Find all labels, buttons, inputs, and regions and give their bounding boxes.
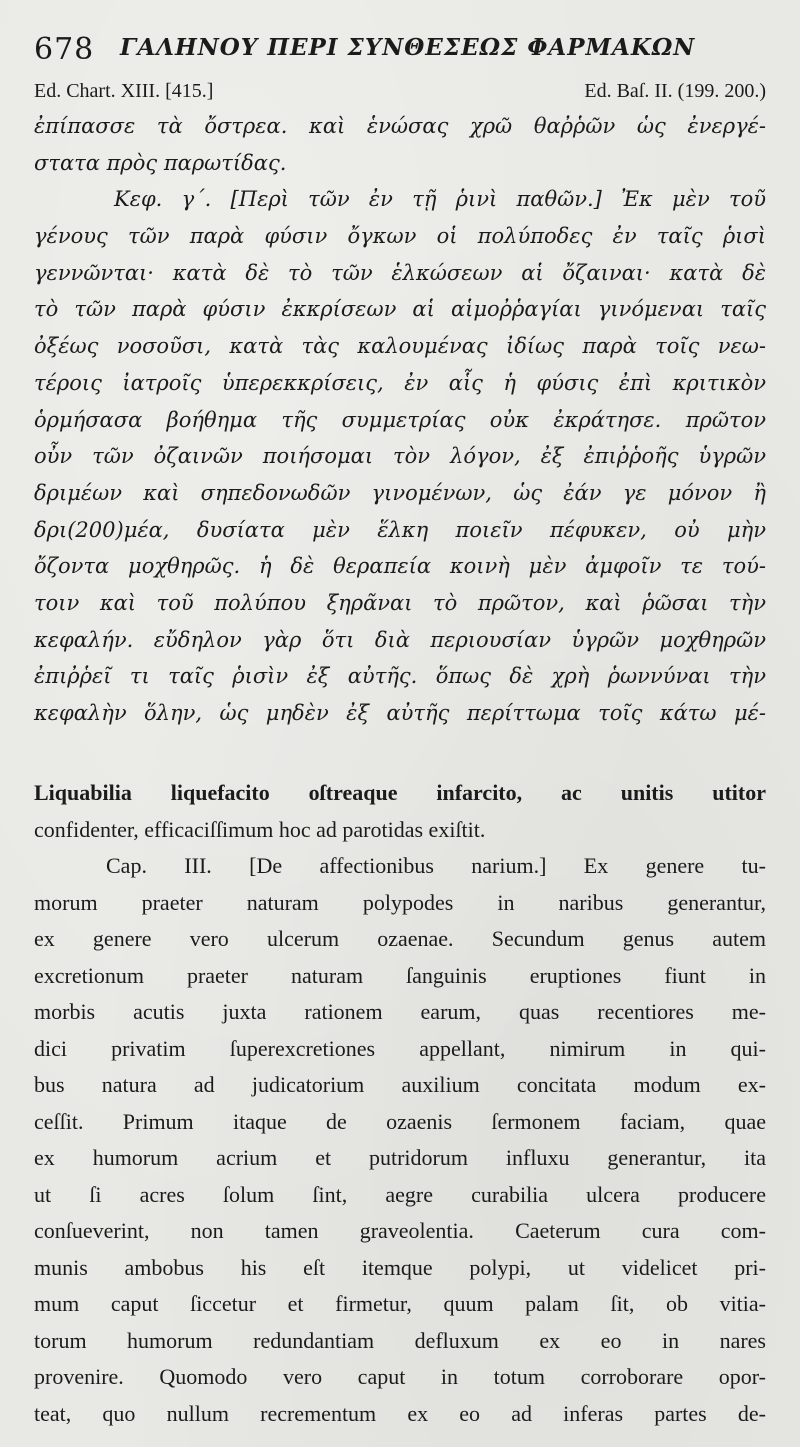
latin-line: confidenter, efficaciſſimum hoc ad parotidas exiſtit.: [34, 816, 486, 842]
greek-line: ὄζοντα μοχθηρῶς. ἡ δὲ θεραπεία κοινὴ μὲν ἀμφοῖν τε τού-: [34, 554, 766, 579]
greek-chapter-heading-line: Κεφ. γ΄. [Περὶ τῶν ἐν τῇ ῥινὶ παθῶν.] Ἐκ μὲν τοῦ: [114, 187, 766, 212]
latin-line: munis ambobus his eſt itemque polypi, ut videlicet pri-: [34, 1254, 766, 1280]
latin-line: bus natura ad judicatorium auxilium concitata modum ex-: [34, 1072, 766, 1097]
greek-line: ἐπιῤῥεῖ τι ταῖς ῥισὶν ἐξ αὐτῆς. ὅπως δὲ χρὴ ῥωννύναι τὴν: [34, 664, 766, 689]
greek-line: κεφαλήν. εὔδηλον γὰρ ὅτι διὰ περιουσίαν ὑγρῶν μοχθηρῶν: [34, 627, 766, 652]
latin-line: provenire. Quomodo vero caput in totum corroborare opor-: [34, 1364, 766, 1389]
greek-line: δρι(200)μέα, δυσίατα μὲν ἕλκη ποιεῖν πέφυκεν, οὐ μὴν: [34, 517, 766, 542]
latin-line: teat, quo nullum recrementum ex eo ad inferas partes de-: [34, 1400, 766, 1426]
latin-line: ceſſit. Primum itaque de ozaenis ſermonem faciam, quae: [34, 1108, 766, 1134]
latin-line: Liquabilia liquefacito oſtreaque infarcito, ac unitis utitor: [34, 780, 766, 805]
greek-line: κεφαλὴν ὅλην, ὡς μηδὲν ἐξ αὐτῆς περίττωμα τοῖς κάτω μέ-: [34, 701, 766, 725]
greek-line: ὀξέως νοσοῦσι, κατὰ τὰς καλουμένας ἰδίως παρὰ τοῖς νεω-: [34, 334, 766, 359]
greek-line: τοιν καὶ τοῦ πολύπου ξηρᾶναι τὸ πρῶτον, καὶ ῥῶσαι τὴν: [34, 590, 766, 615]
latin-line: excretionum praeter naturam ſanguinis eruptiones fiunt in: [34, 962, 766, 988]
greek-line: γένους τῶν παρὰ φύσιν ὄγκων οἱ πολύποδες ἐν ταῖς ῥισὶ: [34, 224, 766, 249]
latin-line: dici privatim ſuperexcretiones appellant, nimirum in qui-: [34, 1035, 766, 1061]
greek-line: τὸ τῶν παρὰ φύσιν ἐκκρίσεων αἱ αἱμοῤῥαγίαι γινόμεναι ταῖς: [34, 297, 766, 322]
latin-line: ut ſi acres ſolum ſint, aegre curabilia ulcera producere: [34, 1181, 766, 1207]
greek-line: οὖν τῶν ὀζαινῶν ποιήσομαι τὸν λόγον, ἐξ ἐπιῤῥοῆς ὑγρῶν: [34, 444, 766, 469]
running-title: ΓΑΛΗΝΟΥ ΠΕΡΙ ΣΥΝΘΕΣΕΩΣ ΦΑΡΜΑΚΩΝ: [120, 34, 696, 61]
latin-text-block: [34, 775, 766, 1432]
latin-line: morum praeter naturam polypodes in naribus generantur,: [34, 889, 766, 915]
greek-line: δριμέων καὶ σηπεδονωδῶν γινομένων, ὡς ἐάν γε μόνον ἢ: [34, 480, 766, 505]
greek-text-block: [34, 108, 766, 732]
greek-line: ἐπίπασσε τὰ ὄστρεα. καὶ ἑνώσας χρῶ θαῤῥῶν ὡς ἐνεργέ-: [34, 114, 766, 138]
greek-line: ὁρμήσασα βοήθημα τῆς συμμετρίας οὐκ ἐκράτησε. πρῶτον: [34, 407, 766, 432]
page-number: 678: [34, 32, 95, 67]
latin-chapter-heading-line: Cap. III. [De affectionibus narium.] Ex genere tu-: [106, 853, 766, 878]
edition-chart-reference: Ed. Chart. XIII. [415.]: [34, 80, 214, 102]
latin-line: mum caput ſiccetur et firmetur, quum palam ſit, ob vitia-: [34, 1291, 766, 1316]
edition-basel-reference: Ed. Baſ. II. (199. 200.): [584, 80, 766, 102]
greek-line: τέροις ἰατροῖς ὑπερεκκρίσεις, ἐν αἷς ἡ φύσις ἐπὶ κριτικὸν: [34, 370, 766, 395]
latin-line: conſueverint, non tamen graveolentia. Caeterum cura com-: [34, 1218, 766, 1243]
latin-line: morbis acutis juxta rationem earum, quas recentiores me-: [34, 999, 766, 1024]
edition-references: [34, 80, 766, 106]
greek-line: στατα πρὸς παρωτίδας.: [34, 150, 287, 175]
greek-line: γεννῶνται· κατὰ δὲ τὸ τῶν ἑλκώσεων αἱ ὄζαιναι· κατὰ δὲ: [34, 260, 766, 285]
latin-line: ex humorum acrium et putridorum influxu generantur, ita: [34, 1145, 766, 1170]
latin-line: ex genere vero ulcerum ozaenae. Secundum genus autem: [34, 926, 766, 951]
page-header: [34, 28, 774, 68]
latin-line: torum humorum redundantiam defluxum ex eo in nares: [34, 1327, 766, 1353]
